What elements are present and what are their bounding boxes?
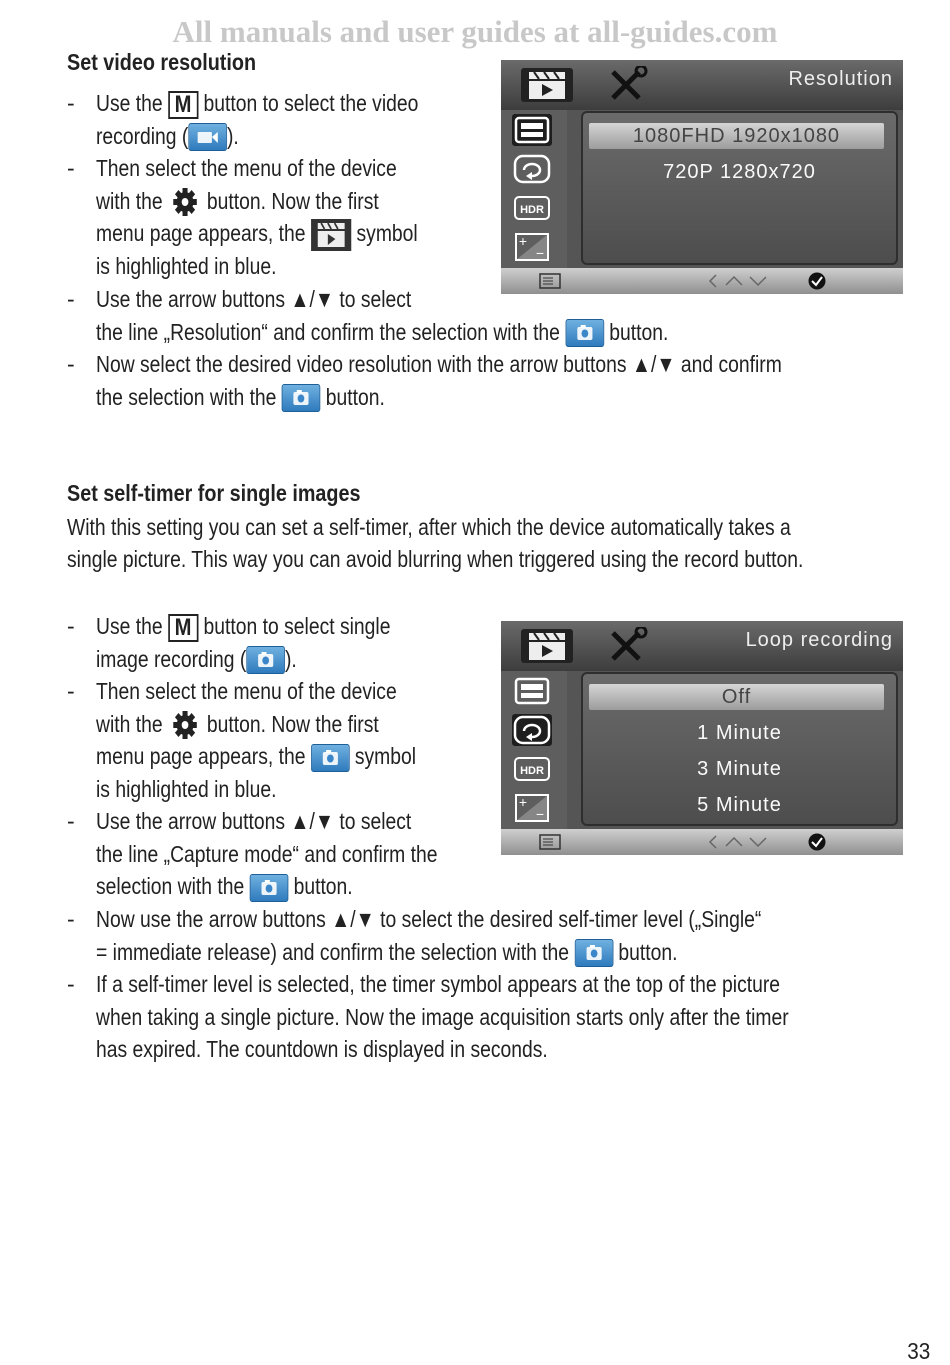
- loop-icon: [512, 153, 552, 185]
- step-text-segment: the selection with the: [96, 383, 282, 410]
- watermark: All manuals and user guides at all-guides.com: [172, 14, 778, 49]
- hdr-icon: [512, 753, 552, 785]
- step-text-segment: menu page appears, the: [96, 220, 311, 246]
- step-line: [96, 643, 390, 676]
- step-line: [96, 870, 437, 903]
- step-text-segment: image recording (: [96, 645, 247, 672]
- ok-icon: [807, 833, 827, 856]
- step-text-segment: with the: [96, 187, 168, 214]
- bullet-dash: -: [67, 678, 75, 704]
- bullet-dash: -: [67, 613, 75, 639]
- step-text-segment: button. Now the first: [201, 187, 379, 214]
- bullet-dash: -: [67, 90, 75, 116]
- screen-option: 720P 1280x720: [663, 161, 816, 183]
- section-heading-video-resolution: Set video resolution: [67, 49, 257, 75]
- settings-tools-icon: [605, 66, 649, 109]
- step-text: [96, 903, 761, 968]
- step-line: [96, 936, 761, 969]
- resolution-icon: [512, 675, 552, 707]
- step-line: [96, 968, 789, 1001]
- hdr-icon: [512, 192, 552, 224]
- step-text-segment: when taking a single picture. Now the image acquisition starts only after the timer: [96, 1003, 789, 1030]
- step-text-segment: the line „Capture mode“ and confirm the: [96, 840, 438, 867]
- step-text-segment: If a self-timer level is selected, the timer symbol appears at the top of the picture: [96, 971, 781, 997]
- nav-arrows-icon: [706, 834, 768, 855]
- screen-option: Off: [589, 684, 884, 710]
- step-line: [96, 316, 668, 349]
- step-text-segment: Then select the menu of the device: [96, 155, 397, 181]
- step-line: [96, 675, 416, 708]
- camera-icon: [246, 646, 285, 674]
- step-text-segment: button to select single: [198, 613, 391, 639]
- step-text-segment: ).: [226, 122, 239, 149]
- svg-text:−: −: [535, 806, 545, 822]
- step-text-segment: has expired. The countdown is displayed in seconds.: [96, 1036, 548, 1062]
- screen-title: Resolution: [788, 68, 893, 90]
- step-line: [96, 773, 416, 806]
- step-line: [96, 740, 416, 773]
- step-text: [96, 87, 418, 152]
- ok-icon: [807, 272, 827, 295]
- nav-arrows-icon: [706, 273, 768, 294]
- bullet-dash: -: [67, 286, 75, 312]
- step-text-segment: with the: [96, 710, 168, 737]
- step-text: [96, 675, 416, 805]
- screen-footer: [501, 268, 903, 294]
- step-text-segment: the line „Resolution“ and confirm the selection with the: [96, 318, 566, 345]
- step-line: [96, 610, 390, 643]
- step-text-segment: is highlighted in blue.: [96, 252, 277, 279]
- bullet-dash: -: [67, 351, 75, 377]
- video-camera-icon: [188, 123, 227, 151]
- camera-screen-resolution: [501, 60, 903, 294]
- step-text-segment: symbol: [349, 743, 417, 769]
- step-text-segment: Then select the menu of the device: [96, 678, 397, 704]
- intro-line-2: single picture. This way you can avoid blurring when triggered using the record button.: [67, 546, 804, 572]
- step-text-segment: menu page appears, the: [96, 743, 311, 769]
- gear-icon: [168, 186, 202, 218]
- step-text: [96, 968, 789, 1066]
- menu-icon: [539, 273, 561, 294]
- screen-option-list: [581, 111, 898, 265]
- section-heading-self-timer: Set self-timer for single images: [67, 480, 361, 506]
- step-text-segment: Now select the desired video resolution with the arrow buttons ▲/▼ and confirm: [96, 351, 782, 377]
- mode-button-glyph: M: [168, 91, 198, 119]
- screen-header: [501, 60, 903, 110]
- mode-button-glyph: M: [168, 614, 198, 642]
- settings-tools-icon: [605, 627, 649, 670]
- step-line: [96, 903, 761, 936]
- loop-icon: [512, 714, 552, 746]
- gear-icon: [168, 709, 202, 741]
- step-text-segment: Use the arrow buttons ▲/▼ to select: [96, 808, 412, 834]
- step-line: [96, 250, 418, 283]
- step-text-segment: button.: [603, 318, 669, 345]
- screen-option-list: [581, 672, 898, 826]
- step-text-segment: recording (: [96, 122, 189, 149]
- screen-header: [501, 621, 903, 671]
- video-mode-clapper-icon: [519, 66, 575, 109]
- resolution-icon: [512, 114, 552, 146]
- bullet-dash: -: [67, 155, 75, 181]
- screen-option: 1 Minute: [697, 722, 782, 744]
- step-line: [96, 805, 437, 838]
- bullet-dash: -: [67, 808, 75, 834]
- step-text-segment: Use the: [96, 613, 168, 639]
- step-line: [96, 120, 418, 153]
- step-text-segment: button to select the video: [198, 90, 419, 116]
- screen-footer: [501, 829, 903, 855]
- step-text: [96, 348, 782, 413]
- step-line: [96, 217, 418, 250]
- step-line: [96, 708, 416, 741]
- exposure-icon: [512, 792, 552, 824]
- screen-title: Loop recording: [745, 629, 893, 651]
- camera-icon: [250, 874, 289, 902]
- screen-side-menu: [501, 110, 567, 268]
- screen-side-menu: [501, 671, 567, 829]
- step-line: [96, 185, 418, 218]
- step-text-segment: selection with the: [96, 873, 250, 899]
- step-text-segment: Use the: [96, 90, 168, 116]
- step-line: [96, 1033, 789, 1066]
- step-text-segment: button. Now the first: [201, 710, 379, 737]
- camera-icon: [311, 744, 350, 772]
- camera-screen-loop-recording: [501, 621, 903, 855]
- menu-icon: [539, 834, 561, 855]
- page-number: 33: [907, 1338, 931, 1364]
- step-text-segment: ).: [284, 645, 297, 672]
- step-line: [96, 1001, 789, 1034]
- step-text-segment: symbol: [351, 220, 418, 246]
- step-text-segment: Use the arrow buttons ▲/▼ to select: [96, 286, 412, 312]
- screen-option: 5 Minute: [697, 794, 782, 816]
- step-text-segment: is highlighted in blue.: [96, 775, 277, 802]
- screen-option: 1080FHD 1920x1080: [589, 123, 884, 149]
- bullet-dash: -: [67, 906, 75, 932]
- step-text-segment: Now use the arrow buttons ▲/▼ to select the desired self-timer level („Single“: [96, 906, 762, 932]
- svg-text:HDR: HDR: [520, 204, 544, 216]
- video-menu-clapper-icon: [311, 219, 351, 251]
- step-line: [96, 381, 782, 414]
- bullet-dash: -: [67, 971, 75, 997]
- step-line: [96, 838, 437, 871]
- intro-line-1: With this setting you can set a self-timer, after which the device automatically takes a: [67, 514, 791, 540]
- svg-text:HDR: HDR: [520, 765, 544, 777]
- step-text: [96, 805, 437, 903]
- step-line: [96, 87, 418, 120]
- exposure-icon: [512, 231, 552, 263]
- step-text-segment: button.: [288, 873, 353, 899]
- step-line: [96, 152, 418, 185]
- camera-icon: [565, 319, 604, 347]
- svg-text:−: −: [535, 245, 545, 261]
- step-text-segment: button.: [613, 938, 678, 965]
- screen-option: 3 Minute: [697, 758, 782, 780]
- video-mode-clapper-icon: [519, 627, 575, 670]
- step-text-segment: = immediate release) and confirm the selection with the: [96, 938, 575, 965]
- svg-text:+: +: [518, 233, 528, 249]
- camera-icon: [574, 939, 613, 967]
- step-line: [96, 348, 782, 381]
- camera-icon: [282, 384, 321, 412]
- step-text: [96, 610, 390, 675]
- svg-text:+: +: [518, 794, 528, 810]
- step-text: [96, 152, 418, 282]
- step-text-segment: button.: [320, 383, 385, 410]
